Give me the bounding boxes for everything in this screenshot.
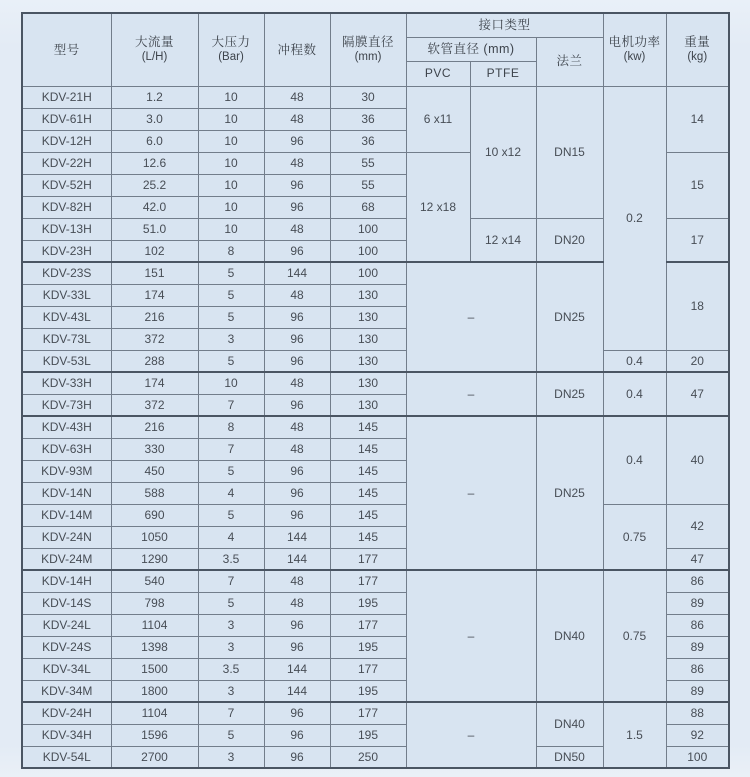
cell-motor-power: 0.4 [603,372,666,416]
table-row [22,350,729,372]
cell-strokes: 96 [264,482,330,504]
cell-flange: DN25 [536,372,603,416]
cell-flow: 102 [111,240,198,262]
cell-model: KDV-14S [22,592,111,614]
cell-weight: 100 [666,746,729,768]
header-unit: (L/H) [141,51,168,64]
cell-pressure: 5 [198,724,264,746]
cell-model: KDV-33H [22,372,111,394]
header-unit: (mm) [354,51,382,64]
cell-flow: 174 [111,284,198,306]
cell-pressure: 4 [198,482,264,504]
cell-pressure: 10 [198,152,264,174]
col-header-flow [111,13,198,86]
cell-flow: 372 [111,394,198,416]
cell-pressure: 5 [198,306,264,328]
cell-diaphragm: 145 [330,504,406,526]
cell-model: KDV-24H [22,702,111,724]
cell-model: KDV-43H [22,416,111,438]
cell-weight: 89 [666,680,729,702]
cell-pressure: 7 [198,394,264,416]
cell-diaphragm: 100 [330,218,406,240]
cell-hose-merged: – [406,372,536,416]
cell-flow: 174 [111,372,198,394]
cell-pressure: 3 [198,614,264,636]
cell-hose-merged: – [406,262,536,372]
cell-model: KDV-73H [22,394,111,416]
cell-strokes: 96 [264,746,330,768]
cell-flow: 216 [111,416,198,438]
cell-model: KDV-61H [22,108,111,130]
cell-strokes: 48 [264,372,330,394]
cell-model: KDV-14N [22,482,111,504]
cell-model: KDV-63H [22,438,111,460]
cell-model: KDV-12H [22,130,111,152]
cell-strokes: 48 [264,152,330,174]
col-header-motor-power [603,13,666,86]
col-header-pvc [406,61,470,86]
cell-diaphragm: 68 [330,196,406,218]
cell-diaphragm: 177 [330,548,406,570]
cell-diaphragm: 195 [330,636,406,658]
col-header-pressure [198,13,264,86]
cell-flow: 372 [111,328,198,350]
cell-hose-merged: – [406,570,536,702]
cell-strokes: 96 [264,460,330,482]
cell-diaphragm: 177 [330,570,406,592]
header-row-1 [22,13,729,37]
cell-model: KDV-82H [22,196,111,218]
header-unit: (kg) [687,51,708,64]
cell-flow: 1500 [111,658,198,680]
cell-flow: 588 [111,482,198,504]
cell-model: KDV-34M [22,680,111,702]
cell-strokes: 48 [264,86,330,108]
header-label: 软管直径 (mm) [427,41,515,56]
cell-flow: 12.6 [111,152,198,174]
cell-flange: DN40 [536,702,603,746]
cell-flow: 288 [111,350,198,372]
cell-flow: 798 [111,592,198,614]
table-row [22,702,729,724]
cell-weight: 86 [666,570,729,592]
cell-strokes: 96 [264,350,330,372]
cell-model: KDV-14M [22,504,111,526]
cell-diaphragm: 195 [330,592,406,614]
header-label: 接口类型 [478,18,531,33]
table-row [22,86,729,108]
cell-flow: 330 [111,438,198,460]
cell-weight: 92 [666,724,729,746]
cell-strokes: 96 [264,636,330,658]
cell-flow: 151 [111,262,198,284]
cell-strokes: 48 [264,416,330,438]
cell-flow: 1104 [111,614,198,636]
cell-flow: 1596 [111,724,198,746]
cell-hose-merged: – [406,416,536,570]
col-header-interface-type [406,13,603,37]
cell-model: KDV-21H [22,86,111,108]
col-header-flange [536,37,603,86]
cell-model: KDV-14H [22,570,111,592]
cell-diaphragm: 195 [330,724,406,746]
cell-diaphragm: 145 [330,526,406,548]
cell-pressure: 7 [198,702,264,724]
cell-model: KDV-34L [22,658,111,680]
cell-flow: 540 [111,570,198,592]
cell-model: KDV-23S [22,262,111,284]
header-unit: (kw) [623,51,646,64]
cell-flow: 1800 [111,680,198,702]
cell-pressure: 7 [198,438,264,460]
cell-motor-power: 0.4 [603,350,666,372]
cell-flange: DN25 [536,262,603,372]
cell-weight: 20 [666,350,729,372]
cell-model: KDV-34H [22,724,111,746]
header-label: 大压力 [211,35,251,50]
table-row [22,570,729,592]
header-unit: (Bar) [218,51,244,64]
cell-pressure: 3 [198,680,264,702]
table-header [22,13,729,86]
cell-pressure: 5 [198,350,264,372]
cell-diaphragm: 130 [330,284,406,306]
cell-pressure: 3.5 [198,658,264,680]
cell-strokes: 48 [264,570,330,592]
col-header-ptfe [470,61,536,86]
cell-strokes: 144 [264,658,330,680]
cell-pressure: 10 [198,196,264,218]
cell-diaphragm: 130 [330,306,406,328]
cell-diaphragm: 250 [330,746,406,768]
cell-pressure: 3 [198,636,264,658]
cell-weight: 86 [666,658,729,680]
header-label: PTFE [486,65,520,80]
cell-diaphragm: 30 [330,86,406,108]
header-label: 冲程数 [277,42,317,57]
cell-model: KDV-33L [22,284,111,306]
cell-pressure: 10 [198,218,264,240]
cell-diaphragm: 177 [330,614,406,636]
cell-pressure: 4 [198,526,264,548]
cell-pressure: 10 [198,174,264,196]
cell-diaphragm: 100 [330,262,406,284]
header-label: 电机功率 [608,35,661,50]
cell-motor-power: 0.4 [603,416,666,504]
cell-pressure: 5 [198,592,264,614]
col-header-model [22,13,111,86]
cell-flange: DN20 [536,218,603,262]
header-label: 隔膜直径 [341,35,394,50]
header-label: 大流量 [134,35,174,50]
cell-flange: DN15 [536,86,603,218]
cell-strokes: 96 [264,724,330,746]
cell-pressure: 5 [198,284,264,306]
cell-hose-ptfe: 10 x12 [470,86,536,218]
cell-model: KDV-93M [22,460,111,482]
cell-model: KDV-24N [22,526,111,548]
col-header-strokes [264,13,330,86]
table-row [22,416,729,438]
spec-table [21,12,730,769]
cell-diaphragm: 55 [330,174,406,196]
cell-strokes: 144 [264,262,330,284]
col-header-hose-diameter [406,37,536,61]
cell-flow: 1.2 [111,86,198,108]
cell-strokes: 48 [264,284,330,306]
cell-flow: 25.2 [111,174,198,196]
cell-weight: 40 [666,416,729,504]
cell-weight: 89 [666,592,729,614]
cell-diaphragm: 177 [330,658,406,680]
cell-flow: 2700 [111,746,198,768]
cell-flange: DN50 [536,746,603,768]
header-label: 重量 [684,35,711,50]
cell-model: KDV-13H [22,218,111,240]
cell-model: KDV-24S [22,636,111,658]
cell-hose-merged: – [406,702,536,768]
col-header-diaphragm [330,13,406,86]
cell-flange: DN25 [536,416,603,570]
cell-pressure: 10 [198,108,264,130]
cell-strokes: 96 [264,240,330,262]
cell-flow: 1050 [111,526,198,548]
cell-hose-pvc: 12 x18 [406,152,470,262]
cell-motor-power: 1.5 [603,702,666,768]
cell-diaphragm: 100 [330,240,406,262]
cell-strokes: 96 [264,614,330,636]
cell-strokes: 144 [264,526,330,548]
cell-diaphragm: 36 [330,108,406,130]
cell-hose-pvc: 6 x11 [406,86,470,152]
cell-weight: 42 [666,504,729,548]
cell-pressure: 3 [198,746,264,768]
cell-pressure: 10 [198,372,264,394]
cell-strokes: 48 [264,218,330,240]
cell-weight: 15 [666,152,729,218]
cell-model: KDV-24L [22,614,111,636]
cell-strokes: 96 [264,394,330,416]
cell-strokes: 96 [264,328,330,350]
cell-flow: 6.0 [111,130,198,152]
cell-diaphragm: 195 [330,680,406,702]
cell-motor-power: 0.2 [603,86,666,350]
cell-strokes: 96 [264,196,330,218]
cell-pressure: 5 [198,460,264,482]
cell-pressure: 7 [198,570,264,592]
cell-pressure: 5 [198,262,264,284]
cell-diaphragm: 130 [330,350,406,372]
table-row [22,372,729,394]
cell-strokes: 48 [264,108,330,130]
cell-weight: 89 [666,636,729,658]
cell-diaphragm: 36 [330,130,406,152]
cell-diaphragm: 145 [330,438,406,460]
cell-pressure: 3 [198,328,264,350]
cell-diaphragm: 130 [330,372,406,394]
header-label: 型号 [53,42,80,57]
cell-strokes: 96 [264,504,330,526]
cell-diaphragm: 55 [330,152,406,174]
cell-weight: 14 [666,86,729,152]
table-row [22,504,729,526]
cell-flow: 42.0 [111,196,198,218]
cell-model: KDV-73L [22,328,111,350]
cell-strokes: 48 [264,592,330,614]
cell-weight: 86 [666,614,729,636]
cell-weight: 88 [666,702,729,724]
cell-flow: 450 [111,460,198,482]
cell-diaphragm: 145 [330,460,406,482]
cell-strokes: 144 [264,548,330,570]
cell-flow: 51.0 [111,218,198,240]
cell-weight: 47 [666,372,729,416]
cell-diaphragm: 177 [330,702,406,724]
cell-pressure: 3.5 [198,548,264,570]
cell-diaphragm: 145 [330,482,406,504]
cell-weight: 17 [666,218,729,262]
cell-strokes: 96 [264,306,330,328]
cell-model: KDV-22H [22,152,111,174]
table-body [22,86,729,768]
cell-flow: 690 [111,504,198,526]
cell-strokes: 96 [264,702,330,724]
cell-model: KDV-54L [22,746,111,768]
cell-diaphragm: 130 [330,394,406,416]
header-label: PVC [424,65,452,80]
cell-model: KDV-43L [22,306,111,328]
cell-flow: 1398 [111,636,198,658]
cell-pressure: 8 [198,416,264,438]
cell-pressure: 8 [198,240,264,262]
cell-motor-power: 0.75 [603,504,666,570]
cell-weight: 47 [666,548,729,570]
cell-pressure: 5 [198,504,264,526]
cell-flow: 216 [111,306,198,328]
cell-weight: 18 [666,262,729,350]
cell-flow: 1104 [111,702,198,724]
cell-hose-ptfe: 12 x14 [470,218,536,262]
cell-strokes: 96 [264,130,330,152]
cell-motor-power: 0.75 [603,570,666,702]
cell-strokes: 144 [264,680,330,702]
cell-model: KDV-52H [22,174,111,196]
cell-pressure: 10 [198,130,264,152]
col-header-weight [666,13,729,86]
cell-diaphragm: 145 [330,416,406,438]
cell-model: KDV-24M [22,548,111,570]
cell-pressure: 10 [198,86,264,108]
cell-flow: 3.0 [111,108,198,130]
cell-flow: 1290 [111,548,198,570]
cell-flange: DN40 [536,570,603,702]
cell-strokes: 96 [264,174,330,196]
cell-model: KDV-53L [22,350,111,372]
cell-diaphragm: 130 [330,328,406,350]
cell-model: KDV-23H [22,240,111,262]
header-label: 法兰 [556,54,583,69]
cell-strokes: 48 [264,438,330,460]
